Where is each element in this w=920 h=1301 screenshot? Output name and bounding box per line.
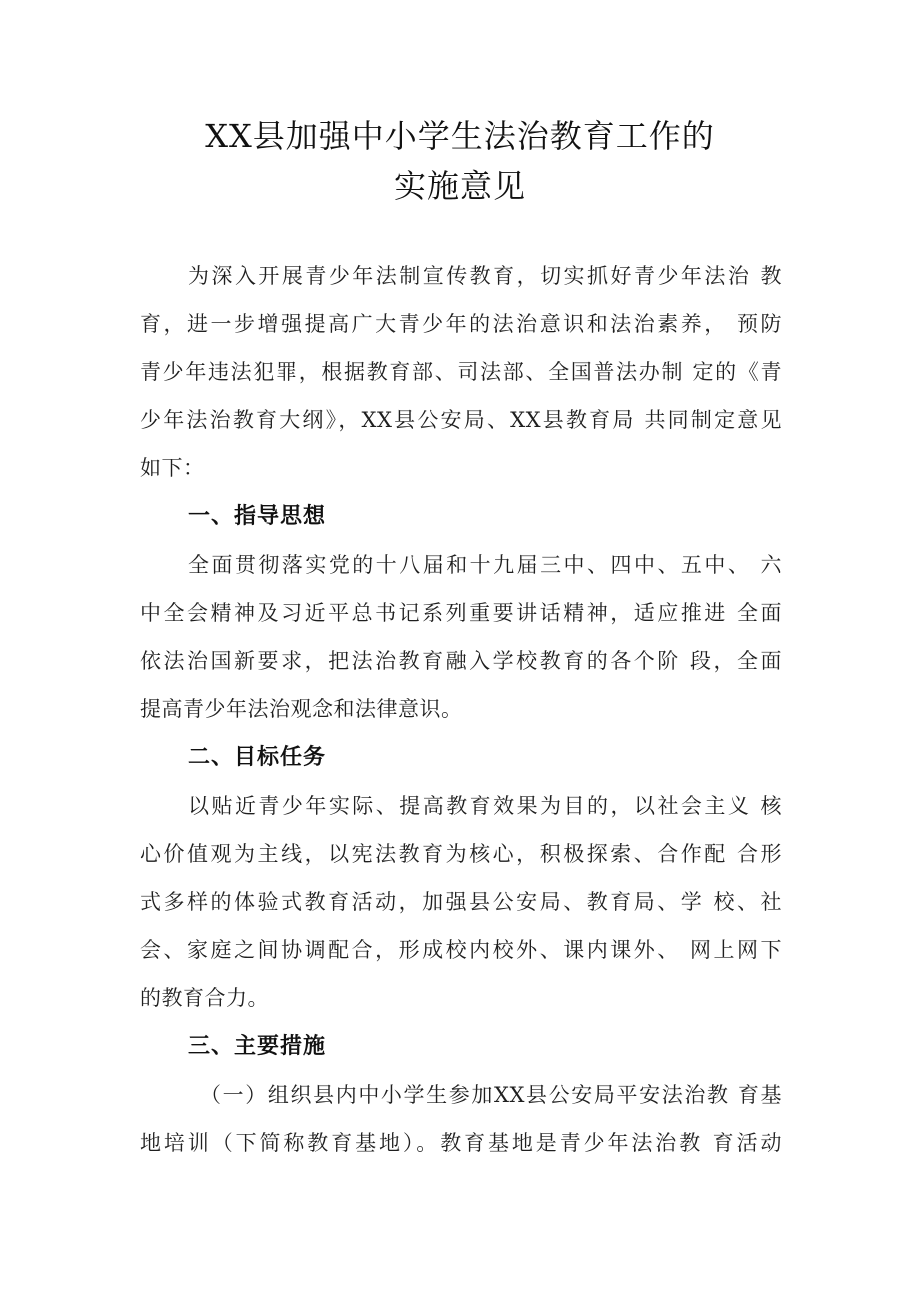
section2-line: 心价值观为主线，以宪法教育为核心，积极探索、合作配 合形 xyxy=(140,842,782,866)
section2-line: 的教育合力。 xyxy=(140,986,269,1010)
intro-line: 如下： xyxy=(140,456,205,480)
intro-line: 育，进一步增强提高广大青少年的法治意识和法治素养， 预防 xyxy=(140,312,782,336)
section2-line: 以贴近青少年实际、提高教育效果为目的，以社会主义 核 xyxy=(188,794,782,818)
section-heading-guiding-thought: 一、指导思想 xyxy=(188,504,327,529)
section1-line: 全面贯彻落实党的十八届和十九届三中、四中、五中、 六 xyxy=(188,553,782,577)
section1-line: 依法治国新要求，把法治教育融入学校教育的各个阶 段，全面 xyxy=(140,649,782,673)
section-heading-main-measures: 三、主要措施 xyxy=(188,1034,327,1059)
section3-line: （一）组织县内中小学生参加XX县公安局平安法治教 育基 xyxy=(200,1083,782,1107)
section2-line: 式多样的体验式教育活动，加强县公安局、教育局、学 校、社 xyxy=(140,890,782,914)
section2-line: 会、家庭之间协调配合，形成校内校外、课内课外、 网上网下 xyxy=(140,938,782,962)
intro-line: 少年法治教育大纲》，XX县公安局、XX县教育局 共同制定意见 xyxy=(140,408,782,432)
section-heading-goals-tasks: 二、目标任务 xyxy=(188,745,327,770)
intro-line: 青少年违法犯罪，根据教育部、司法部、全国普法办制 定的《青 xyxy=(140,360,782,384)
document-title-line-2: 实施意见 xyxy=(393,167,526,205)
section1-line: 中全会精神及习近平总书记系列重要讲话精神，适应推进 全面 xyxy=(140,601,782,625)
intro-line: 为深入开展青少年法制宣传教育，切实抓好青少年法治 教 xyxy=(188,264,782,288)
section3-line: 地培训（下简称教育基地）。教育基地是青少年法治教 育活动 xyxy=(140,1131,782,1155)
document-title-line-1: XX县加强中小学生法治教育工作的 xyxy=(205,117,715,155)
section1-line: 提高青少年法治观念和法律意识。 xyxy=(140,697,463,721)
